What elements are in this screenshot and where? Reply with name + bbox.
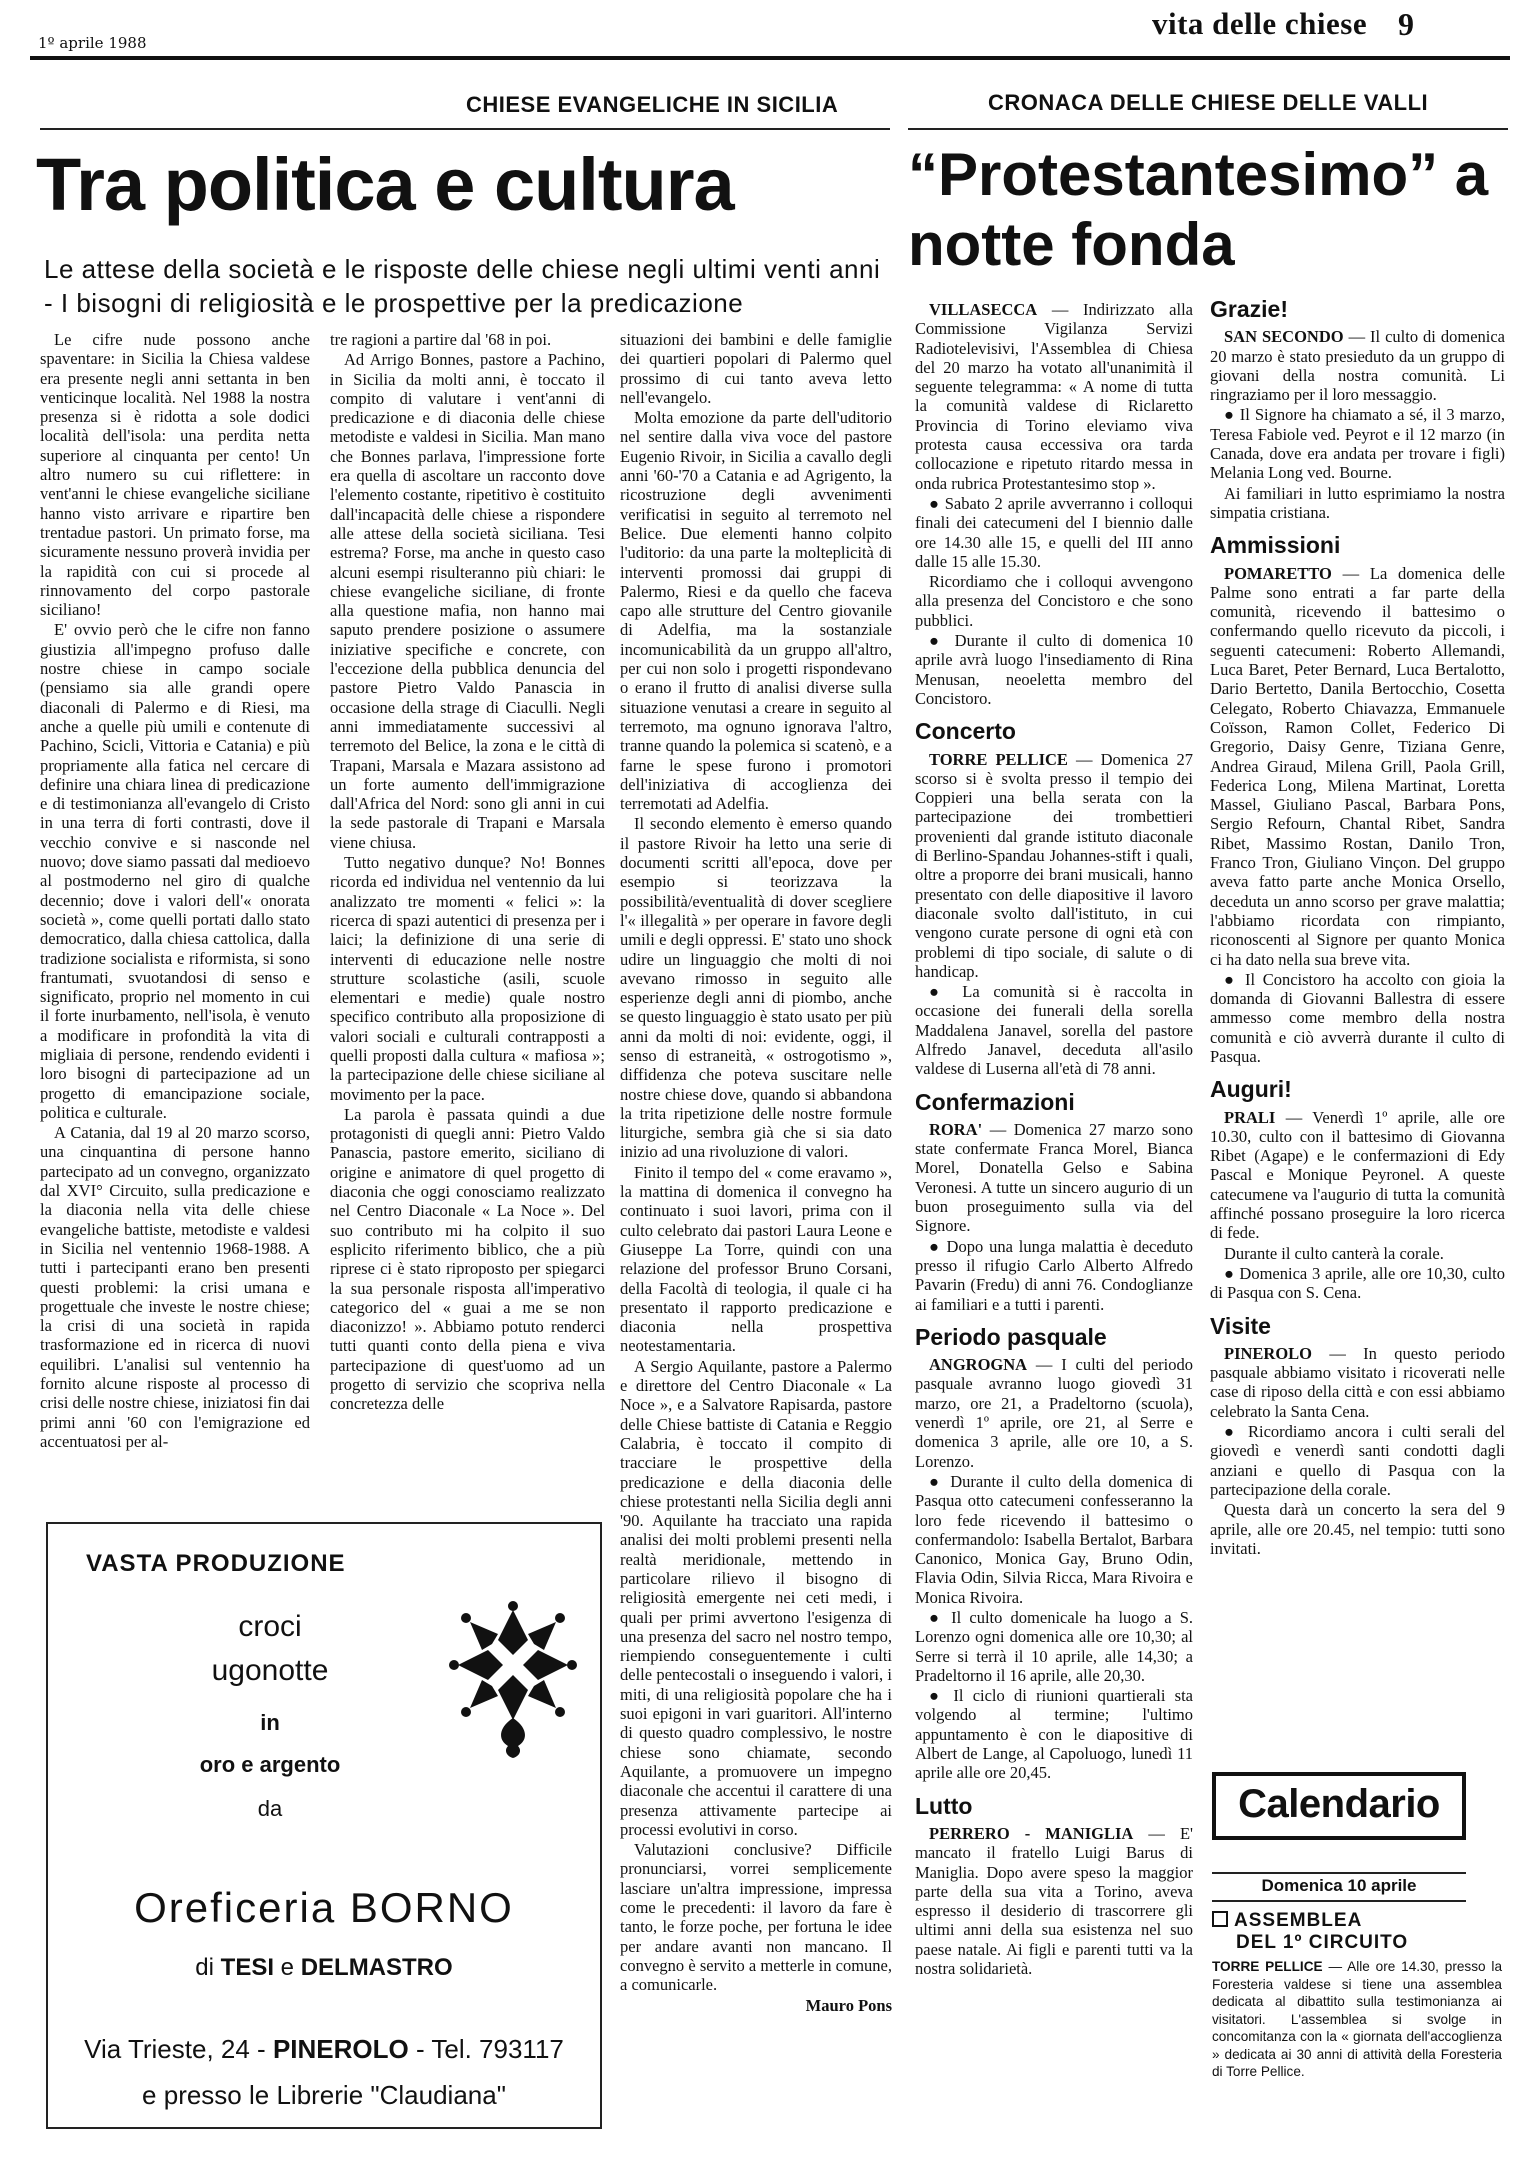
shop-name: Oreficeria BORNO [134,1884,514,1931]
paragraph: Molta emozione da parte dell'uditorio nel sentire dalla viva voce del pastore Eugenio Rivoir, in Sicilia a cavallo degli anni '60-'70 a Catania e ad Agrigento, la ricostruzione degli avvenimenti verificatisi in seguito al terremoto nel Belice. Due elementi hanno colpito l'uditorio: da una parte la molteplicità di interventi promossi dai gruppi di Palermo, Riesi e da quello che faceva capo alle strutture del Centro giovanile di Adelfia, ma la sostanziale incomunicabilità da un gruppo all'altro, per cui non solo i progetti rispondevano o erano il frutto di analisi diverse sulla situazione venutasi a creare in seguito al terremoto, ma ognuno ignorava l'altro, tranne quando la polemica si scatenò, e a farne le spese furono i promotori dell'iniziativa di accoglienza dei terremotati ad Adelfia. [620,408,892,814]
news-paragraph [915,300,1193,493]
news-section-heading: Auguri! [1210,1076,1292,1103]
place-name: TORRE PELLICE [1212,1959,1323,1974]
news-section-heading: Periodo pasquale [915,1323,1107,1350]
news-paragraph [1210,1500,1505,1558]
news-text: — In questo periodo pasquale abbiamo visitato i ricoverati nelle case di riposo della città e con essi abbiamo celebrato la Santa Cena. [1210,1343,1505,1421]
address-city: PINEROLO [272,2034,409,2064]
news-paragraph [915,572,1193,630]
address-phone: - Tel. 793117 [408,2034,564,2064]
heading-text: ASSEMBLEA [1234,1910,1363,1931]
news-paragraph [1210,1264,1505,1303]
news-paragraph [915,1472,1193,1607]
ad-line: da [257,1796,283,1821]
shop-owners [48,1954,600,1982]
paragraph: tre ragioni a partire dal '68 in poi. [330,330,552,349]
news-section-heading: Confermazioni [915,1088,1075,1115]
calendario-box [1212,1772,1466,1840]
news-paragraph [1210,1108,1505,1243]
news-text: — E' mancato il fratello Luigi Barus di Maniglia. Dopo avere speso la maggior parte della sua vita a Torino, aveva espresso il desiderio di trascorrere gli ultimi anni della sua esistenza nel suo paese natale. Ai figli e parenti tutti va la nostra solidarietà. [915,1823,1193,1979]
left-subhead: Le attese della società e le risposte delle chiese negli ultimi venti anni - I bisogni di religiosità e le prospettive per la predicazione [44,254,881,318]
news-text: Ai familiari in lutto esprimiamo la nostra simpatia cristiana. [1210,483,1505,522]
news-paragraph [915,1686,1193,1782]
news-paragraph [1210,970,1505,1066]
page-number: 9 [1398,6,1414,42]
news-text: Questa darà un concerto la sera del 9 aprile, alle ore 20.45, nel tempio: tutti sono invitati. [1210,1500,1505,1558]
paragraph: A Sergio Aquilante, pastore a Palermo e direttore del Centro Diaconale « La Noce », e a Salvatore Rapisarda, pastore delle Chiese battiste di Catania e Reggio Calabria, è toccato il compito di tracciare le prospettive della predicazione e della diaconia delle chiese protestanti nella Sicilia degli anni '90. Aquilante ha tracciato una rapida analisi dei molti problemi presenti nella realtà meridionale, mettendo in particolare rilievo il bisogno di religiosità emergente nei ceti medi, i quali per primi avvertono l'esigenza di una presenza del sacro nel nostro tempo, riempiendo conseguentemente i culti delle pentecostali o inseguendo i valori, i miti, di una religiosità popolare che ha i suoi epigoni in vari guaritori. All'interno di questo quadro complessivo, le nostre chiese sono chiamate, secondo Aquilante, a promuovere un impegno diaconale che accentui il carattere di una presenza attivamente partecipe ai processi evolutivi in corso. [620,1356,892,1839]
kicker-rule-left [40,128,890,130]
paragraph: Tutto negativo dunque? No! Bonnes ricorda ed individua nel ventennio da lui analizzato tre momenti « felici »: la ricerca di spazi autentici di presenza per i laici; la definizione di una serie di interventi di educazione nelle nostre strutture scolastiche (asili, scuole elementari e medie) quale nostro specifico contributo alla proposizione di valori sociali e culturali contrapposti a quelli proposti dalla cultura « mafiosa »; la partecipazione delle chiese siciliane al movimento per la pace. [330,853,605,1104]
place-name: TORRE PELLICE [929,749,1068,769]
calendario-heading [1212,1910,1502,1954]
news-text: ● Durante il culto della domenica di Pasqua otto catecumeni confesseranno la loro fede ricevendo il battesimo o confermandolo: Isabella Bertalot, Barbara Canonico, Monica Gay, Bruno Odin, Flavia Odin, Silvia Ricca, Mara Rivoira e Monica Rivoira. [915,1471,1193,1607]
news-text: ● Il Concistoro ha accolto con gioia la domanda di Giovanni Ballestra di essere ammesso come membro della nostra comunità e ciò avverrà durante il culto di Pasqua. [1210,969,1505,1066]
place-name: PERRERO - MANIGLIA [929,1823,1134,1843]
place-name: ANGROGNA [929,1355,1028,1375]
kicker-rule-right [908,128,1508,130]
place-name: PRALI [1224,1107,1276,1127]
paragraph: Valutazioni conclusive? Difficile pronunciarsi, vorrei semplicemente lasciare un'altra impressione, impressa come le precedenti: il lavoro da fare è tanto, le forze poche, per fortuna le idee per andare avanti non mancano. Il convegno è servito a metterle in comune, a comunicarle. [620,1840,892,1995]
news-section-heading: Visite [1210,1312,1271,1339]
news-paragraph [915,1237,1193,1314]
news-paragraph [915,1120,1193,1236]
place-name: RORA' [929,1119,983,1139]
paragraph: situazioni dei bambini e delle famiglie dei quartieri popolari di Palermo quel prossimo di cui tanto aveva letto nell'evangelo. [620,330,892,407]
huguenot-cross-icon [448,1600,578,1760]
section-title: vita delle chiese [1152,6,1368,41]
news-text: ● Dopo una lunga malattia è deceduto presso il rifugio Carlo Alberto Alfredo Pavarin (Fredu) di anni 76. Condoglianze ai familiari e a tutti i parenti. [915,1236,1193,1314]
calendario-rule [1212,1872,1466,1874]
news-paragraph [915,982,1193,1078]
news-text: — I culti del periodo pasquale avranno luogo giovedì 31 marzo, ore 21, a Pradeltorno (scuola), venerdì 1º aprile, ore 21, al Serre e domenica 3 aprile, alle ore 10, a S. Lorenzo. [915,1355,1193,1471]
news-paragraph [915,494,1193,571]
news-text: — La domenica delle Palme sono entrati a far parte della comunità, ricevendo il battesimo o confermando quello ricevuto da piccoli, i seguenti catecumeni: Roberto Allemandi, Luca Baret, Peter Bernard, Luca Bertalotto, Dario Bertetto, Danila Bertocchio, Cosetta Celegato, Roberto Chiavazza, Emmanuele Coïsson, Ramon Collet, Federico Di Gregorio, Daisy Genre, Tiziana Genre, Andrea Giraud, Milena Grill, Paola Grill, Federica Long, Milena Martinat, Loretta Massel, Giuliano Pascal, Barbara Pons, Sergio Refourn, Chantal Ribet, Sandra Ribet, Massimo Rostan, Danilo Tron, Franco Tron, Giuliano Vinçon. Del gruppo aveva fatto parte anche Monica Orsello, deceduta un anno scorso per grave malattia; l'abbiamo ricordata con rimpianto, riconoscenti al Signore per quanto Monica ci ha dato nella sua breve vita. [1210,563,1505,969]
news-paragraph [915,1608,1193,1685]
article-column-1 [40,330,310,1515]
ad-line: croci [238,1610,302,1643]
paragraph: Finito il tempo del « come eravamo », la mattina di domenica il convegno ha continuato i suoi lavori, prima con il culto celebrato dai pastori Laura Leone e Giuseppe La Torre, quindi con una relazione del professor Bruno Corsani, della Facoltà di teologia, il quale ci ha presentato il rapporto predicazione e diaconia nella prospettiva neotestamentaria. [620,1162,892,1356]
owner-name: DELMASTRO [300,1954,453,1981]
place-name: POMARETTO [1224,563,1332,583]
news-text: ● Ricordiamo ancora i culti serali del giovedì e venerdì santi condotti dagli anziani e quello di Pasqua con la partecipazione della corale. [1210,1422,1505,1499]
news-section-heading: Lutto [915,1792,973,1819]
calendario-rule [1212,1900,1466,1902]
shop-address [48,2034,600,2065]
news-text: Durante il culto canterà la corale. [1224,1243,1444,1263]
news-text: — Indirizzato alla Commissione Vigilanza Servizi Radiotelevisivi, l'Assemblea di Chiesa del 20 marzo ha votato all'unanimità il seguente telegramma: « A nome di tutta la comunità valdese di Riclaretto Provincia di Torino eleviamo viva protesta causa eccessiva ora tarda collocazione e ripetuto ritardo messa in onda rubrica Protestantesimo stop ». [915,300,1193,493]
news-column-4 [915,300,1193,2130]
place-name: SAN SECONDO [1224,327,1344,347]
calendario-date: Domenica 10 aprile [1261,1876,1417,1895]
news-text: — Il culto di domenica 20 marzo è stato presieduto da un gruppo di giovani della nostra comunità. Li ringraziamo per il loro messaggio. [1210,327,1505,405]
news-paragraph [1210,564,1505,969]
ad-line: oro e argento [199,1752,341,1777]
calendario-heading-line [1212,1910,1502,1932]
header-rule [30,56,1510,60]
news-text: — Domenica 27 marzo sono state confermate Franca Morel, Bianca Morel, Donatella Gelso e Sabina Veronesi. A tutte un sincero augurio di un buon proseguimento sulla via del Signore. [915,1119,1193,1236]
news-text: — Domenica 27 scorso si è svolta presso il tempio dei Coppieri una bella serata con la partecipazione dei trombettieri provenienti dal grande istituto diaconale di Berlino-Spandau Johannes-stift i quali, oltre a proporre dei brani musicali, hanno presentato con delle diapositive il lavoro diaconale svolto dall'istituto, in cui vengono curate persone di ogni età con problemi di tipo sociale, di salute o di handicap. [915,749,1193,981]
news-text: ● Durante il culto di domenica 10 aprile avrà luogo l'insediamento di Rina Menusan, neoeletta membro del Concistoro. [915,631,1193,708]
ad-title: VASTA PRODUZIONE [86,1550,346,1577]
news-text: ● Sabato 2 aprile avverranno i colloqui finali dei catecumeni del I biennio dalle ore 14.30 alle 15, e quelli del III anno dalle 15 alle 15.30. [915,493,1193,571]
calendario-text [1212,1958,1502,2081]
owner-name: TESI [220,1954,274,1981]
jewelry-advertisement [46,1522,602,2129]
left-kicker: CHIESE EVANGELICHE IN SICILIA [466,92,839,117]
news-paragraph [1210,1422,1505,1499]
calendario-title: Calendario [1238,1782,1440,1826]
owners-prefix: di [195,1954,221,1981]
news-text: ● Il culto domenicale ha luogo a S. Lorenzo ogni domenica alle ore 10,30; al Serre si terrà il 10 aprile, alle 14,30; a Pradeltorno il 16 aprile, alle 20,30. [915,1608,1193,1685]
calendario-heading-line: DEL 1º CIRCUITO [1236,1932,1409,1953]
left-headline: Tra politica e cultura [36,143,734,226]
news-paragraph [1210,327,1505,404]
paragraph: A Catania, dal 19 al 20 marzo scorso, una cinquantina di persone hanno partecipato ad un convegno, organizzato dal XVI° Circuito, sulla predicazione e la diaconia nella vita delle chiese evangeliche battiste, metodiste e valdesi in Sicilia nel ventennio 1968-1988. A tutti i partecipanti erano ben presenti questi problemi: la crisi umana e progettuale che investe le nostre chiese; la crisi di una società in rapida trasformazione ed in ricerca di nuovi equilibri. L'analisi sul ventennio ha fornito alcune risposte al processo di crisi delle nostre chiese, iniziatosi fin dai primi anni '60 con l'emigrazione ed accentuatosi per al- [40,1123,310,1451]
news-paragraph [1210,1244,1505,1263]
news-text: — Venerdì 1º aprile, alle ore 10.30, culto con il battesimo di Giovanna Ribet (Agape) e le confermazioni di Edy Pascal e Monique Peyronel. A queste catecumene va l'augurio di tutta la comunità affinché possano proseguire la loro ricerca di fede. [1210,1107,1505,1243]
right-kicker: CRONACA DELLE CHIESE DELLE VALLI [988,90,1429,115]
news-paragraph [1210,484,1505,523]
news-paragraph [1210,1344,1505,1421]
ad-line: ugonotte [211,1654,329,1687]
news-column-5 [1210,300,1505,1840]
paragraph: La parola è passata quindi a due protagonisti di quegli anni: Pietro Valdo Panascia, pastore emerito, siciliano di origine e animatore di quel progetto di diaconia che oggi conosciamo realizzato nel Centro Diaconale « La Noce ». Del suo contributo mi ha colpito il suo esplicito riferimento biblico, che a più riprese ci è stato riproposto per spiegarci la sua personale risposta all'imperativo categorico del « guai a me se non diaconizzo! ». Abbiamo potuto renderci tutti quanti conto della piena e viva partecipazione di quest'uomo ad un progetto di servizio che scopriva nella concretezza delle [330,1104,605,1414]
news-paragraph [915,631,1193,708]
owners-mid: e [274,1954,301,1981]
news-text: ● Domenica 3 aprile, alle ore 10,30, culto di Pasqua con S. Cena. [1210,1263,1505,1303]
calendario-body: — Alle ore 14.30, presso la Foresteria valdese si tiene una assemblea dedicata al dibattito sulla testimonianza ai visitatori. L'assemblea si svolge in concomitanza con la « giornata dell'accoglienza » dedicata ai 30 anni di attività della Foresteria di Torre Pellice. [1212,1959,1503,2079]
right-headline: “Protestantesimo” a notte fonda [908,141,1489,278]
paragraph: Le cifre nude possono anche spaventare: in Sicilia la Chiesa valdese era presente negli anni settanta in ben venticinque località. Nel 1988 la nostra presenza si è ridotta a sole dodici località dell'isola: una perdita netta superiore al cinquanta per cento! Un altro numero su cui riflettere: in vent'anni le chiese evangeliche siciliane hanno visto arrivare e ripartire ben trentadue pastori. Un primato forse, ma sicuramente nessuno proverà invidia per la rapidità con cui si procede al rinnovamento del corpo pastorale siciliano! [40,330,310,620]
author-signature: Mauro Pons [805,1995,892,2015]
paragraph: Ad Arrigo Bonnes, pastore a Pachino, in Sicilia da molti anni, è toccato il compito di valutare i vent'anni di predicazione e di diaconia delle chiese metodiste e valdesi in Sicilia. Man mano che Bonnes parlava, l'impressione forte era quella di ascoltare un racconto dove l'elemento costante, ripetitivo è costituito dall'incapacità delle chiese a rispondere alle attese della società siciliana. Tesi estrema? Forse, ma anche in questo caso alcuni esempi risulteranno più chiari: le chiese evangeliche siciliane, di fronte alla questione mafia, non hanno mai saputo prendere posizione o assumere iniziative specifiche e concrete, con l'eccezione della pubblica denuncia del pastore Pietro Valdo Panascia in occasione della strage di Ciaculli. Negli anni immediatamente successivi al terremoto del Belice, la zona e le città di Trapani, Marsala e Mazara assistono ad un forte aumento dell'immigrazione dall'Africa del Nord: sono gli anni in cui la sede pastorale di Trapani e Marsala viene chiusa. [330,350,605,852]
news-text: ● La comunità si è raccolta in occasione dei funerali della sorella Maddalena Janavel, sorella del pastore Alfredo Janavel, deceduta all'asilo valdese di Luserna all'età di 78 anni. [915,982,1193,1079]
paragraph: E' ovvio però che le cifre non fanno giustizia all'impegno profuso dalle nostre chiese in campo sociale (pensiamo sia alle grandi opere diaconali di Palermo e di Riesi, ma anche a quelle più umili e contenute di Pachino, Scicli, Vittoria e Catania) e più propriamente alla fatica nel cercare di definire una chiara linea di predicazione e di testimonianza all'evangelo di Cristo in una terra di forti contrasti, dove il vecchio convive e si nasconde nel nuovo; dove siamo passati dal medioevo al postmoderno nel giro di qualche decennio; dove i valori dell'« onorata società », come quelli portati dallo stato democratico, dalla chiesa cattolica, dalla tradizione socialista e riformista, si sono frantumati, svuotandosi di senso e significato, proprio nel momento in cui il forte inurbamento, nell'isola, è venuto a modificare in profondità la vita di migliaia di persone, rendendo evidenti i loro bisogni di partecipazione ad un progetto di emancipazione sociale, politica e culturale. [40,620,310,1122]
news-paragraph [915,1824,1193,1978]
news-paragraph [1210,405,1505,482]
news-section-heading: Grazie! [1210,300,1288,322]
news-section-heading: Concerto [915,718,1016,745]
issue-date: 1º aprile 1988 [38,34,147,52]
article-column-3 [620,330,892,2135]
place-name: PINEROLO [1224,1343,1313,1363]
news-text: ● Il ciclo di riunioni quartierali sta volgendo al termine; l'ultimo appuntamento è con le diapositive di Albert de Lange, al Capoluogo, lunedì 11 aprile alle ore 20,45. [915,1686,1193,1783]
news-text: Ricordiamo che i colloqui avvengono alla presenza del Concistoro e che sono pubblici. [915,572,1193,630]
article-column-2 [330,330,605,1515]
paragraph: Il secondo elemento è emerso quando il pastore Rivoir ha letto una serie di documenti scritti all'epoca, dove per esempio si teorizzava la possibilità/eventualità di dover scegliere l'« illegalità » per operare in favore degli umili e degli oppressi. E' stato uno shock udire un linguaggio che molti di noi avevano rimosso in seguito alle esperienze degli anni di piombo, anche se questo linguaggio è stato usato per più anni da molti di noi: evidente, oggi, il senso di estraneità, « ostrogotismo », diffidenza che poteva suscitare nelle nostre chiese dove, quando si abbandona la trita ripetizione delle nostre formule liturgiche, sembra già che si sia dato inizio ad una rivoluzione di valori. [620,814,892,1162]
checkbox-icon [1212,1911,1228,1927]
bookshop-note: e presso le Librerie "Claudiana" [142,2080,506,2110]
news-section-heading: Ammissioni [1210,532,1341,559]
news-paragraph [915,1355,1193,1471]
news-text: ● Il Signore ha chiamato a sé, il 3 marzo, Teresa Fabiole ved. Peyrot e il 12 marzo (in Canada, dove era andata per trovare i figli) Melania Long ved. Bourne. [1210,405,1505,483]
place-name: VILLASECCA [929,300,1038,319]
news-paragraph [915,750,1193,982]
address-street: Via Trieste, 24 - [84,2034,273,2064]
ad-line: in [260,1710,280,1735]
